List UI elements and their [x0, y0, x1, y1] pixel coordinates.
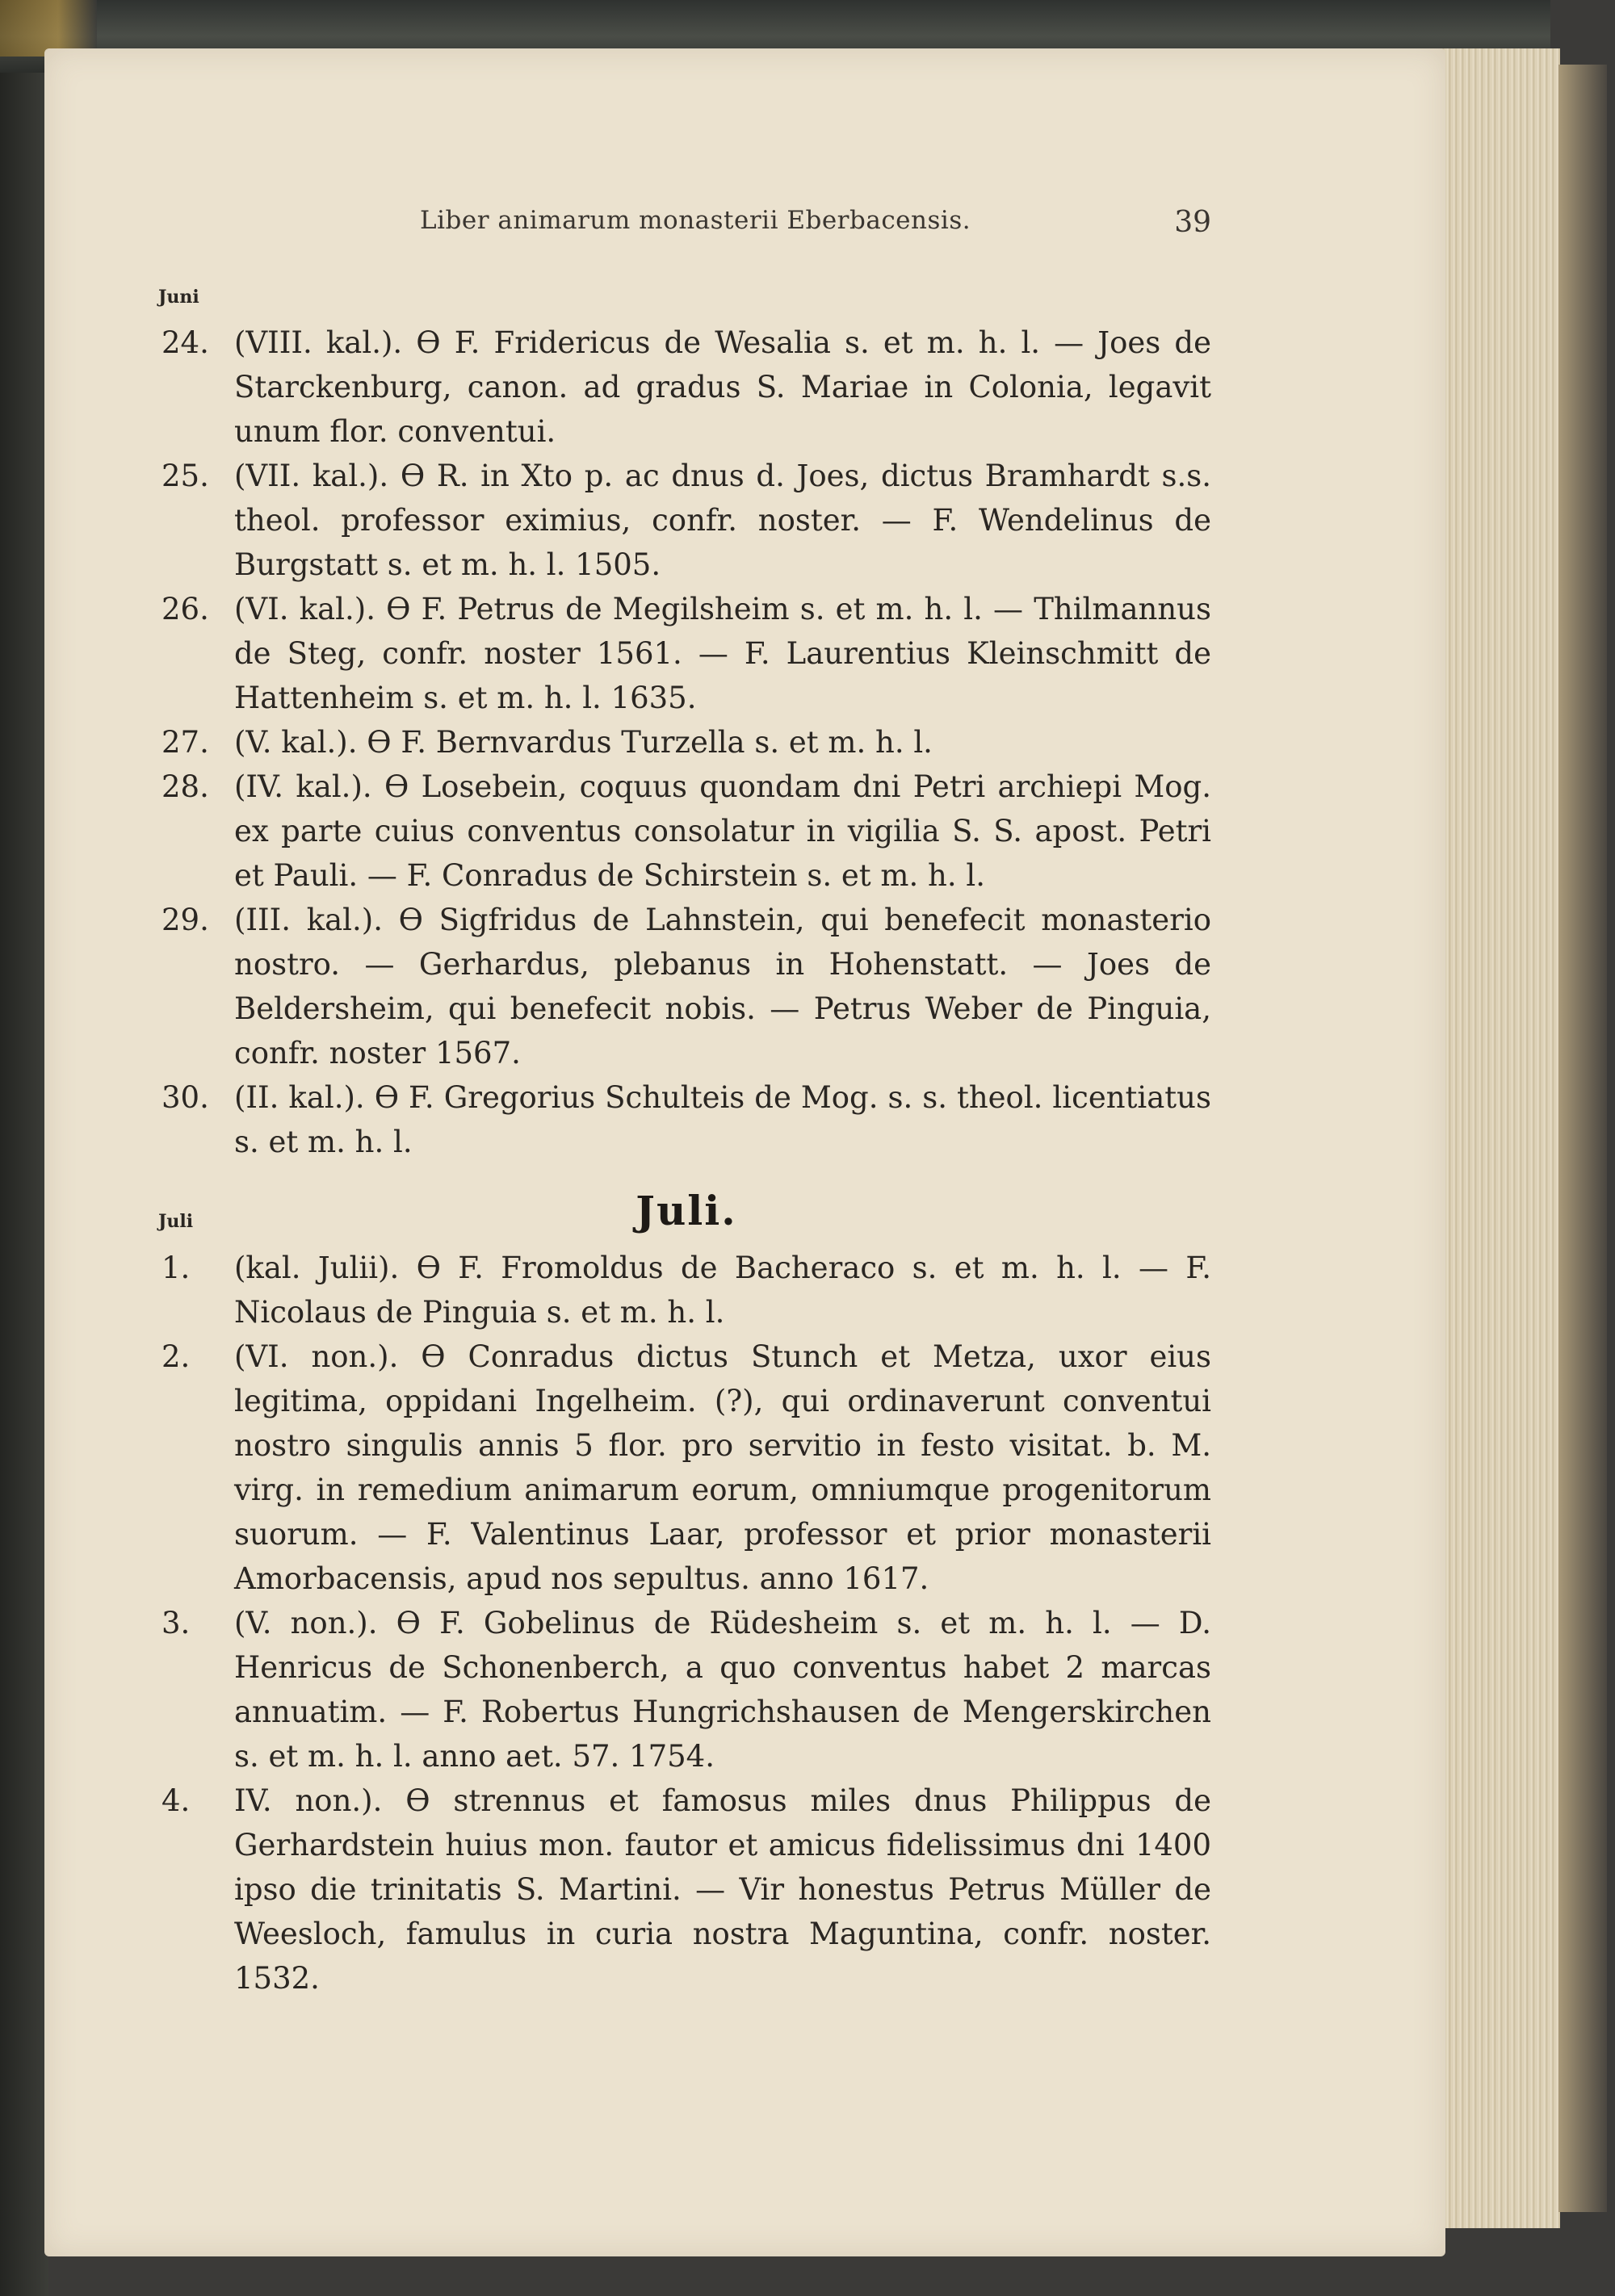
- entry-july-1: [162, 1246, 1211, 1334]
- running-head-title: Liber animarum monasterii Eberbacensis.: [420, 206, 971, 235]
- book-binding-left: [0, 0, 48, 2296]
- entry-day: 4.: [162, 1783, 191, 1818]
- page-edges-shadow: [1558, 65, 1607, 2212]
- entry-text: (V. non.). ϴ F. Gobelinus de Rüdesheim s. et m. h. l. — D. Henricus de Schonenberch, a quo conventus habet 2 marcas annuatim. — F. Robertus Hungrichshausen de Mengerskirchen s. et m. h. l. anno aet. 57. 1754.: [234, 1606, 1211, 1774]
- entry-day: 28.: [162, 769, 209, 804]
- entry-day: 27.: [162, 725, 209, 760]
- entry-june-29: [162, 898, 1211, 1075]
- entry-text: (IV. kal.). ϴ Losebein, coquus quondam dni Petri archiepi Mog. ex parte cuius conventus consolatur in vigilia S. S. apost. Petri et Pauli. — F. Conradus de Schirstein s. et m. h. l.: [234, 769, 1211, 893]
- entry-day: 29.: [162, 903, 209, 937]
- page-edges: [1437, 48, 1560, 2228]
- entry-text: (III. kal.). ϴ Sigfridus de Lahnstein, qui benefecit monasterio nostro. — Gerhardus, plebanus in Hohenstatt. — Joes de Beldersheim, qui benefecit nobis. — Petrus Weber de Pinguia, confr. noster 1567.: [234, 903, 1211, 1070]
- entry-text: (VII. kal.). ϴ R. in Xto p. ac dnus d. Joes, dictus Bramhardt s.s. theol. professor eximius, confr. noster. — F. Wendelinus de Burgstatt s. et m. h. l. 1505.: [234, 459, 1211, 582]
- entry-day: 26.: [162, 592, 209, 626]
- entry-text: (VIII. kal.). ϴ F. Fridericus de Wesalia s. et m. h. l. — Joes de Starckenburg, canon. ad gradus S. Mariae in Colonia, legavit unum flor. conventui.: [234, 325, 1211, 449]
- entry-july-2: [162, 1334, 1211, 1601]
- entry-june-27: [162, 720, 1211, 765]
- entry-june-28: [162, 765, 1211, 898]
- entry-june-30: [162, 1075, 1211, 1164]
- entry-july-3: [162, 1601, 1211, 1779]
- entry-text: (kal. Julii). ϴ F. Fromoldus de Bacheraco s. et m. h. l. — F. Nicolaus de Pinguia s. et m. h. l.: [234, 1251, 1211, 1330]
- entry-day: 3.: [162, 1606, 191, 1640]
- entry-day: 30.: [162, 1080, 209, 1115]
- june-entries: [162, 321, 1211, 1164]
- entry-text: IV. non.). ϴ strennus et famosus miles dnus Philippus de Gerhardstein huius mon. fautor et amicus fidelissimus dni 1400 ipso die trinitatis S. Martini. — Vir honestus Petrus Müller de Weesloch, famulus in curia nostra Maguntina, confr. noster. 1532.: [234, 1783, 1211, 1996]
- july-entries: [162, 1246, 1211, 2001]
- entry-text: (VI. kal.). ϴ F. Petrus de Megilsheim s. et m. h. l. — Thilmannus de Steg, confr. noster 1561. — F. Laurentius Kleinschmitt de Hattenheim s. et m. h. l. 1635.: [234, 592, 1211, 715]
- entry-june-26: [162, 587, 1211, 720]
- section-heading-july: Juli.: [636, 1187, 737, 1234]
- entry-day: 1.: [162, 1251, 191, 1285]
- entry-text: (VI. non.). ϴ Conradus dictus Stunch et Metza, uxor eius legitima, oppidani Ingelheim. (?), qui ordinaverunt conventui nostro singulis annis 5 flor. pro servitio in festo visitat. b. M. virg. in remedium animarum eorum, omniumque progenitorum suorum. — F. Valentinus Laar, professor et prior monasterii Amorbacensis, apud nos sepultus. anno 1617.: [234, 1339, 1211, 1596]
- entry-july-4: [162, 1779, 1211, 2001]
- entry-text: (V. kal.). ϴ F. Bernvardus Turzella s. et m. h. l.: [234, 725, 933, 760]
- margin-label-june: Juni: [158, 287, 199, 308]
- entry-day: 2.: [162, 1339, 191, 1374]
- margin-label-july: Juli: [158, 1211, 194, 1232]
- entry-day: 25.: [162, 459, 209, 493]
- entry-text: (II. kal.). ϴ F. Gregorius Schulteis de Mog. s. s. theol. licentiatus s. et m. h. l.: [234, 1080, 1211, 1159]
- entry-june-25: [162, 454, 1211, 587]
- entry-june-24: [162, 321, 1211, 454]
- entry-day: 24.: [162, 325, 209, 360]
- page-number: 39: [1174, 206, 1211, 239]
